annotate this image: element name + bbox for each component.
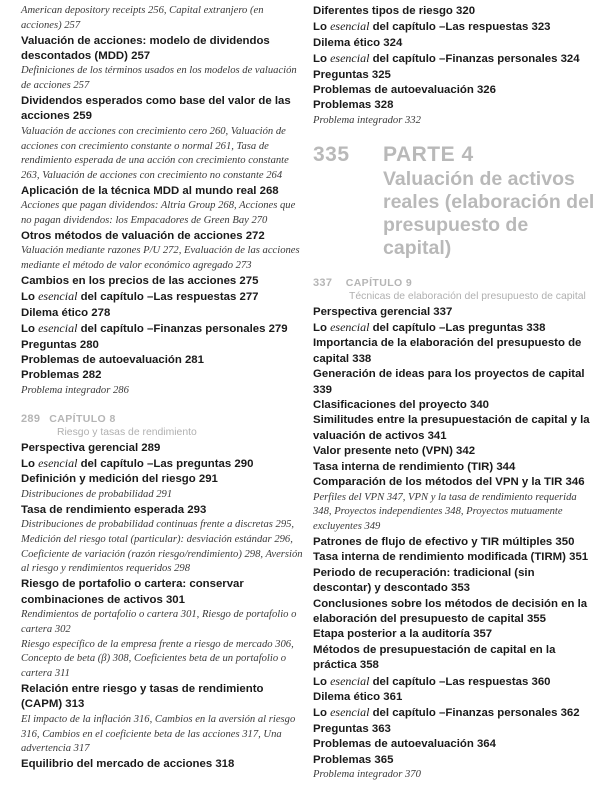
toc-entry[interactable]: Periodo de recuperación: tradicional (sin descontar) y descontado 353 — [313, 566, 535, 595]
toc-left-column — [21, 4, 306, 773]
entry-text: Lo — [313, 707, 331, 720]
toc-entry[interactable]: Conclusiones sobre los métodos de decisión en la elaboración del presupuesto de capital 355 — [313, 597, 588, 625]
toc-entry[interactable] — [21, 289, 306, 305]
toc-right-column — [313, 4, 595, 783]
entry-emphasis: esencial — [330, 705, 370, 720]
toc-entry[interactable]: Otros métodos de valuación de acciones 272 — [21, 230, 265, 242]
toc-entry[interactable]: Generación de ideas para los proyectos de capital 339 — [313, 368, 585, 396]
toc-entry[interactable]: Dilema ético 278 — [21, 306, 111, 319]
toc-entry[interactable]: Tasa interna de rendimiento modificada (TIRM) 351 — [313, 551, 589, 564]
entry-text: Lo — [21, 458, 39, 471]
entry-text: del capítulo –Finanzas personales 362 — [369, 707, 580, 720]
toc-subentry[interactable]: Perfiles del VPN 347, VPN y la tasa de rendimiento requerida 348, Proyectos independientes 348, Proyectos mutuamente excluyentes 349 — [313, 491, 577, 533]
entry-text: del capítulo –Finanzas personales 324 — [369, 53, 580, 66]
entry-text: Lo — [21, 291, 39, 304]
chapter-heading — [21, 409, 306, 439]
toc-entry[interactable]: Perspectiva gerencial 289 — [21, 441, 161, 454]
entry-emphasis: esencial — [330, 673, 370, 688]
entry-emphasis: esencial — [38, 321, 78, 336]
entry-text: del capítulo –Las preguntas 338 — [369, 322, 546, 335]
chapter-label: CAPÍTULO 8 — [49, 412, 116, 425]
toc-entry[interactable]: Tasa interna de rendimiento (TIR) 344 — [313, 460, 516, 473]
toc-entry[interactable]: Problemas de autoevaluación 364 — [313, 738, 496, 751]
toc-entry[interactable] — [313, 705, 595, 721]
toc-entry[interactable]: Problemas de autoevaluación 281 — [21, 354, 204, 367]
chapter-page-number: 337 — [313, 276, 333, 289]
toc-entry[interactable]: Preguntas 280 — [21, 338, 99, 351]
chapter-label: CAPÍTULO 9 — [345, 276, 413, 289]
toc-entry[interactable]: Similitudes entre la presupuestación de capital y la valuación de activos 341 — [313, 414, 590, 442]
chapter-heading — [313, 273, 595, 303]
toc-subentry[interactable]: Acciones que pagan dividendos: Altria Group 268, Acciones que no pagan dividendos: los Empacadores de Green Bay 270 — [21, 200, 296, 227]
toc-subentry[interactable]: Riesgo específico de la empresa frente a riesgo de mercado 306, Concepto de beta (β) 308, Coeficientes beta de un portafolio o cartera 311 — [21, 638, 294, 680]
entry-text: del capítulo –Las respuestas 360 — [369, 675, 551, 688]
toc-entry[interactable] — [313, 51, 595, 67]
chapter-subtitle: Riesgo y tasas de rendimiento — [57, 426, 197, 438]
toc-entry[interactable]: Patrones de flujo de efectivo y TIR múltiples 350 — [313, 535, 575, 548]
toc-entry[interactable]: Aplicación de la técnica MDD al mundo real 268 — [21, 185, 279, 197]
chapter-page-number: 289 — [21, 412, 41, 425]
toc-entry[interactable]: Relación entre riesgo y tasas de rendimiento (CAPM) 313 — [21, 683, 264, 711]
chapter-subtitle: Técnicas de elaboración del presupuesto de capital — [349, 290, 586, 302]
toc-subentry[interactable]: American depository receipts 256, Capital extranjero (en acciones) 257 — [21, 5, 264, 31]
toc-entry[interactable]: Dilema ético 324 — [313, 36, 403, 49]
entry-emphasis: esencial — [330, 51, 370, 66]
toc-subentry[interactable]: Distribuciones de probabilidad 291 — [21, 488, 173, 500]
toc-entry[interactable]: Tasa de rendimiento esperada 293 — [21, 503, 207, 516]
toc-entry[interactable] — [21, 321, 306, 337]
entry-emphasis: esencial — [330, 19, 370, 34]
toc-entry[interactable]: Preguntas 363 — [313, 722, 391, 735]
toc-entry[interactable]: Problemas 282 — [21, 369, 102, 382]
toc-entry[interactable]: Dilema ético 361 — [313, 690, 403, 703]
toc-subentry[interactable]: Problema integrador 370 — [313, 769, 421, 780]
entry-emphasis: esencial — [38, 289, 78, 304]
toc-subentry[interactable]: Rendimientos de portafolio o cartera 301, Riesgo de portafolio o cartera 302 — [21, 609, 297, 635]
toc-right-bottom — [313, 305, 595, 783]
entry-text: Lo — [313, 21, 331, 34]
toc-entry[interactable]: Clasificaciones del proyecto 340 — [313, 399, 489, 412]
toc-subentry[interactable]: Problema integrador 332 — [313, 114, 421, 126]
entry-emphasis: esencial — [38, 456, 78, 471]
toc-entry[interactable] — [313, 19, 595, 35]
part-label: PARTE 4 — [383, 142, 474, 166]
toc-entry[interactable]: Problemas 365 — [313, 753, 394, 766]
toc-entry[interactable]: Importancia de la elaboración del presupuesto de capital 338 — [313, 337, 582, 365]
entry-text: del capítulo –Las respuestas 277 — [77, 291, 259, 304]
toc-entry[interactable]: Equilibrio del mercado de acciones 318 — [21, 758, 235, 771]
entry-text: Lo — [313, 53, 331, 66]
toc-entry[interactable]: Diferentes tipos de riesgo 320 — [313, 5, 476, 17]
entry-text: del capítulo –Las preguntas 290 — [77, 458, 254, 471]
toc-subentry[interactable]: Valuación mediante razones P/U 272, Evaluación de las acciones mediante el método de valor económico agregado 273 — [21, 245, 300, 272]
toc-entry[interactable] — [21, 456, 306, 472]
toc-subentry[interactable]: Problema integrador 286 — [21, 384, 129, 396]
entry-text: Lo — [313, 322, 331, 335]
toc-entry[interactable]: Preguntas 325 — [313, 68, 391, 81]
toc-entry[interactable]: Comparación de los métodos del VPN y la TIR 346 — [313, 476, 585, 489]
toc-subentry[interactable]: El impacto de la inflación 316, Cambios en la aversión al riesgo 316, Cambios en el coeficiente beta de las acciones 317, Una advertencia 317 — [21, 713, 296, 755]
part-page-number: 335 — [313, 142, 350, 166]
toc-subentry[interactable]: Distribuciones de probabilidad continuas frente a discretas 295, Medición del riesgo total (particular): desviación estándar 296, Coeficiente de variación (razón riesgo/rendimiento) 298, Aversión al riesgo y rendimientos requeridos 298 — [21, 519, 303, 575]
toc-entry[interactable]: Problemas de autoevaluación 326 — [313, 84, 496, 97]
toc-entry[interactable] — [313, 674, 595, 690]
entry-emphasis: esencial — [330, 320, 370, 335]
entry-text: Lo — [313, 675, 331, 688]
toc-entry[interactable] — [313, 320, 595, 336]
toc-subentry[interactable]: Valuación de acciones con crecimiento cero 260, Valuación de acciones con crecimiento constante o normal 261, Tasa de rendimiento esperada de una acción con crecimiento constante 263, Valuación de acciones con crecimiento no constante 264 — [21, 125, 289, 182]
toc-right-top — [313, 4, 595, 129]
entry-text: del capítulo –Las respuestas 323 — [369, 21, 551, 34]
toc-entry[interactable]: Métodos de presupuestación de capital en la práctica 358 — [313, 643, 556, 672]
toc-entry[interactable]: Perspectiva gerencial 337 — [313, 305, 453, 318]
toc-entry[interactable]: Cambios en los precios de las acciones 275 — [21, 275, 259, 287]
part-title: Valuación de activos reales (elaboración del presupuesto de capital) — [383, 167, 595, 259]
entry-text: del capítulo –Finanzas personales 279 — [77, 323, 288, 336]
toc-entry[interactable]: Dividendos esperados como base del valor de las acciones 259 — [21, 95, 291, 123]
toc-entry[interactable]: Riesgo de portafolio o cartera: conservar combinaciones de activos 301 — [21, 578, 244, 606]
toc-entry[interactable]: Etapa posterior a la auditoría 357 — [313, 628, 493, 641]
toc-subentry[interactable]: Definiciones de los términos usados en los modelos de valuación de acciones 257 — [21, 65, 297, 92]
toc-entry[interactable]: Valor presente neto (VPN) 342 — [313, 445, 476, 458]
entry-text: Lo — [21, 323, 39, 336]
part-heading — [313, 143, 595, 271]
toc-entry[interactable]: Definición y medición del riesgo 291 — [21, 473, 218, 486]
toc-entry[interactable]: Problemas 328 — [313, 99, 394, 112]
toc-entry[interactable]: Valuación de acciones: modelo de dividendos descontados (MDD) 257 — [21, 34, 270, 62]
